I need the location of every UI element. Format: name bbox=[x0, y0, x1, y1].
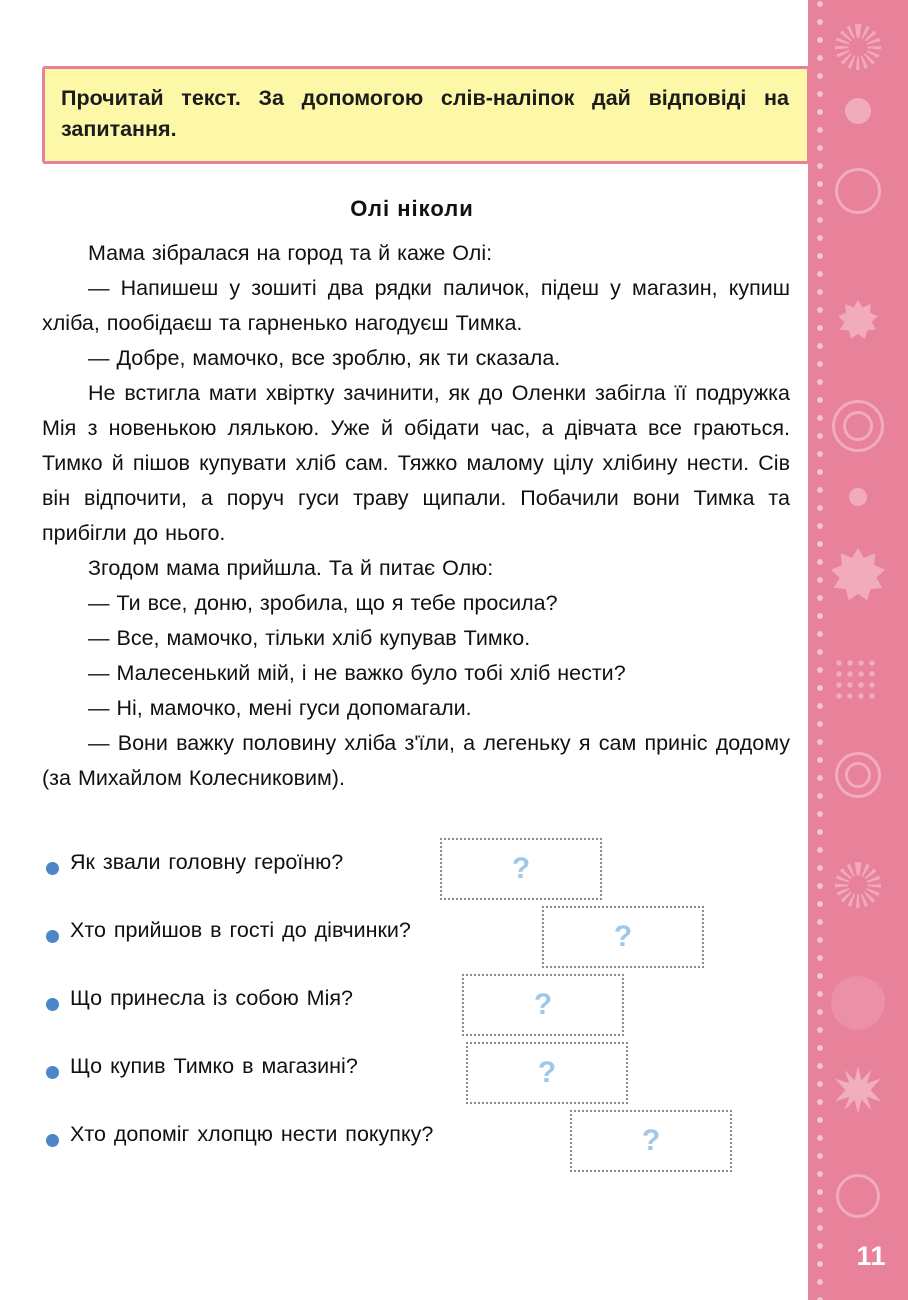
dot-icon bbox=[849, 488, 867, 506]
sticker-answer-slot[interactable] bbox=[466, 1042, 628, 1104]
story-paragraph: Не встигла мати хвіртку зачинити, як до Оленки забігла її подружка Мія з новенькою лялькою. Уже й обідати час, а дівчата все граються. Тимко й пішов купувати хліб сам. Тяжко малому цілу хлібину нести. Сів він відпочити, а поруч гуси траву щипали. Побачили вони Тимка та прибігли до нього. bbox=[42, 381, 790, 545]
question-row bbox=[42, 1110, 802, 1178]
question-mark-placeholder: ? bbox=[641, 1124, 661, 1157]
flower-icon bbox=[838, 300, 878, 340]
sticker-answer-slot[interactable] bbox=[542, 906, 704, 968]
blob-icon bbox=[831, 976, 885, 1030]
bullet-icon bbox=[46, 998, 59, 1011]
question-text: Як звали головну героїню? bbox=[70, 850, 344, 874]
dot-cluster-icon bbox=[836, 660, 880, 704]
dot-icon bbox=[845, 98, 871, 124]
bullet-icon bbox=[46, 1066, 59, 1079]
ring-icon bbox=[835, 168, 881, 214]
story-paragraph: — Все, мамочко, тільки хліб купував Тимко. bbox=[88, 626, 531, 650]
inner-ring-icon bbox=[845, 762, 871, 788]
sticker-answer-slot[interactable] bbox=[440, 838, 602, 900]
question-text: Що принесла із собою Мія? bbox=[70, 986, 353, 1010]
sunburst-icon bbox=[835, 862, 881, 908]
question-mark-placeholder: ? bbox=[533, 988, 553, 1021]
ring-icon bbox=[836, 1174, 880, 1218]
question-row bbox=[42, 974, 802, 1042]
starburst-icon bbox=[834, 1066, 882, 1114]
story-body bbox=[42, 236, 790, 796]
question-row bbox=[42, 906, 802, 974]
sunburst-icon bbox=[835, 24, 881, 70]
question-text: Хто допоміг хлопцю нести покупку? bbox=[70, 1122, 434, 1146]
bullet-icon bbox=[46, 1134, 59, 1147]
bullet-icon bbox=[46, 930, 59, 943]
story-paragraph: — Вони важку половину хліба з'їли, а легеньку я сам приніс додому (за Михайлом Колесниковим). bbox=[42, 731, 790, 790]
question-mark-placeholder: ? bbox=[537, 1056, 557, 1089]
story-paragraph: Мама зібралася на город та й каже Олі: bbox=[88, 241, 493, 265]
bullet-icon bbox=[46, 862, 59, 875]
story-paragraph: — Добре, мамочко, все зроблю, як ти сказала. bbox=[88, 346, 561, 370]
dot-rail-decoration bbox=[816, 0, 824, 1300]
page-number: 11 bbox=[856, 1241, 886, 1271]
story-paragraph: — Ні, мамочко, мені гуси допомагали. bbox=[88, 696, 472, 720]
question-mark-placeholder: ? bbox=[511, 852, 531, 885]
questions-list bbox=[42, 838, 802, 1178]
flower-icon bbox=[831, 548, 885, 602]
question-row bbox=[42, 838, 802, 906]
task-banner bbox=[42, 66, 810, 164]
question-text: Що купив Тимко в магазині? bbox=[70, 1054, 358, 1078]
sticker-answer-slot[interactable] bbox=[570, 1110, 732, 1172]
question-row bbox=[42, 1042, 802, 1110]
inner-ring-icon bbox=[843, 411, 873, 441]
sticker-answer-slot[interactable] bbox=[462, 974, 624, 1036]
question-text: Хто прийшов в гості до дівчинки? bbox=[70, 918, 411, 942]
story-paragraph: — Напишеш у зошиті два рядки паличок, підеш у магазин, купиш хліба, пообідаєш та гарненько нагодуєш Тимка. bbox=[42, 276, 790, 335]
task-instruction-text: Прочитай текст. За допомогою слів-наліпок дай відповіді на запитання. bbox=[61, 86, 789, 142]
story-paragraph: — Ти все, доню, зробила, що я тебе просила? bbox=[88, 591, 558, 615]
story-title: Олі ніколи bbox=[350, 196, 474, 221]
decorative-side-band bbox=[808, 0, 908, 1300]
story-paragraph: — Малесенький мій, і не важко було тобі хліб нести? bbox=[88, 661, 626, 685]
question-mark-placeholder: ? bbox=[613, 920, 633, 953]
story-paragraph: Згодом мама прийшла. Та й питає Олю: bbox=[88, 556, 494, 580]
